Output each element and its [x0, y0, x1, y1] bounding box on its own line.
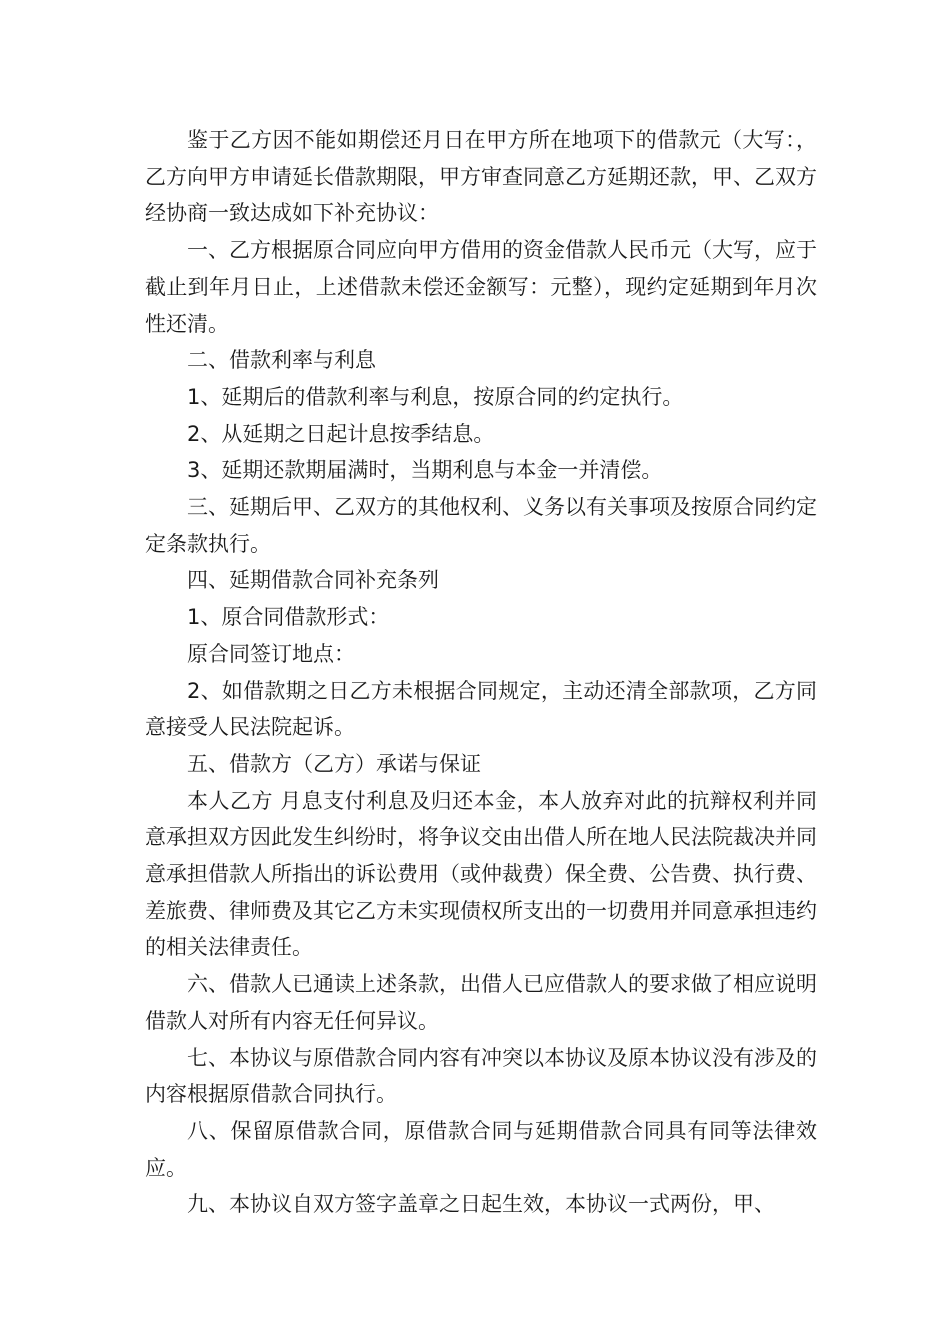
paragraph-clause-2-item-3: 3、延期还款期届满时，当期利息与本金一并清偿。	[187, 458, 663, 483]
paragraph-clause-2-item-2: 2、从延期之日起计息按季结息。	[187, 421, 495, 446]
paragraph-clause-5-body: 本人乙方 月息支付利息及归还本金，本人放弃对此的抗辩权利并同意承担双方因此发生纠纷时，将争议交由出借人所在地人民法院裁决并同意承担借款人所指出的诉讼费用（或仲裁费）保全费、公告费、执行费、差旅费、律师费及其它乙方未实现债权所支出的一切费用并同意承担违约的相关法律责任。	[145, 788, 817, 960]
paragraph-clause-9: 九、本协议自双方签字盖章之日起生效，本协议一式两份，甲、	[187, 1192, 775, 1217]
paragraph-clause-8: 八、保留原借款合同，原借款合同与延期借款合同具有同等法律效应。	[145, 1118, 817, 1180]
paragraph-clause-7: 七、本协议与原借款合同内容有冲突以本协议及原本协议没有涉及的内容根据原借款合同执行。	[145, 1045, 817, 1107]
paragraph-clause-4-signing-place: 原合同签订地点：	[187, 641, 355, 666]
document-body	[145, 122, 817, 1223]
paragraph-clause-4-item-2: 2、如借款期之日乙方未根据合同规定，主动还清全部款项，乙方同意接受人民法院起诉。	[145, 678, 817, 740]
heading-clause-4: 四、延期借款合同补充条列	[187, 568, 439, 593]
paragraph-preamble: 鉴于乙方因不能如期偿还月日在甲方所在地项下的借款元（大写：，乙方向甲方申请延长借款期限，甲方审查同意乙方延期还款，甲、乙双方经协商一致达成如下补充协议：	[145, 128, 817, 226]
heading-clause-5: 五、借款方（乙方）承诺与保证	[187, 751, 481, 776]
paragraph-clause-3: 三、延期后甲、乙双方的其他权利、义务以有关事项及按原合同约定定条款执行。	[145, 495, 817, 556]
paragraph-clause-6: 六、借款人已通读上述条款，出借人已应借款人的要求做了相应说明借款人对所有内容无任何异议。	[145, 972, 817, 1033]
paragraph-clause-2-item-1: 1、延期后的借款利率与利息，按原合同的约定执行。	[187, 384, 684, 409]
paragraph-clause-4-item-1: 1、原合同借款形式：	[187, 605, 390, 630]
heading-clause-2: 二、借款利率与利息	[187, 348, 376, 373]
paragraph-clause-1: 一、乙方根据原合同应向甲方借用的资金借款人民币元（大写，应于截止到年月日止，上述借款未偿还金额写：元整），现约定延期到年月次性还清。	[145, 238, 817, 336]
